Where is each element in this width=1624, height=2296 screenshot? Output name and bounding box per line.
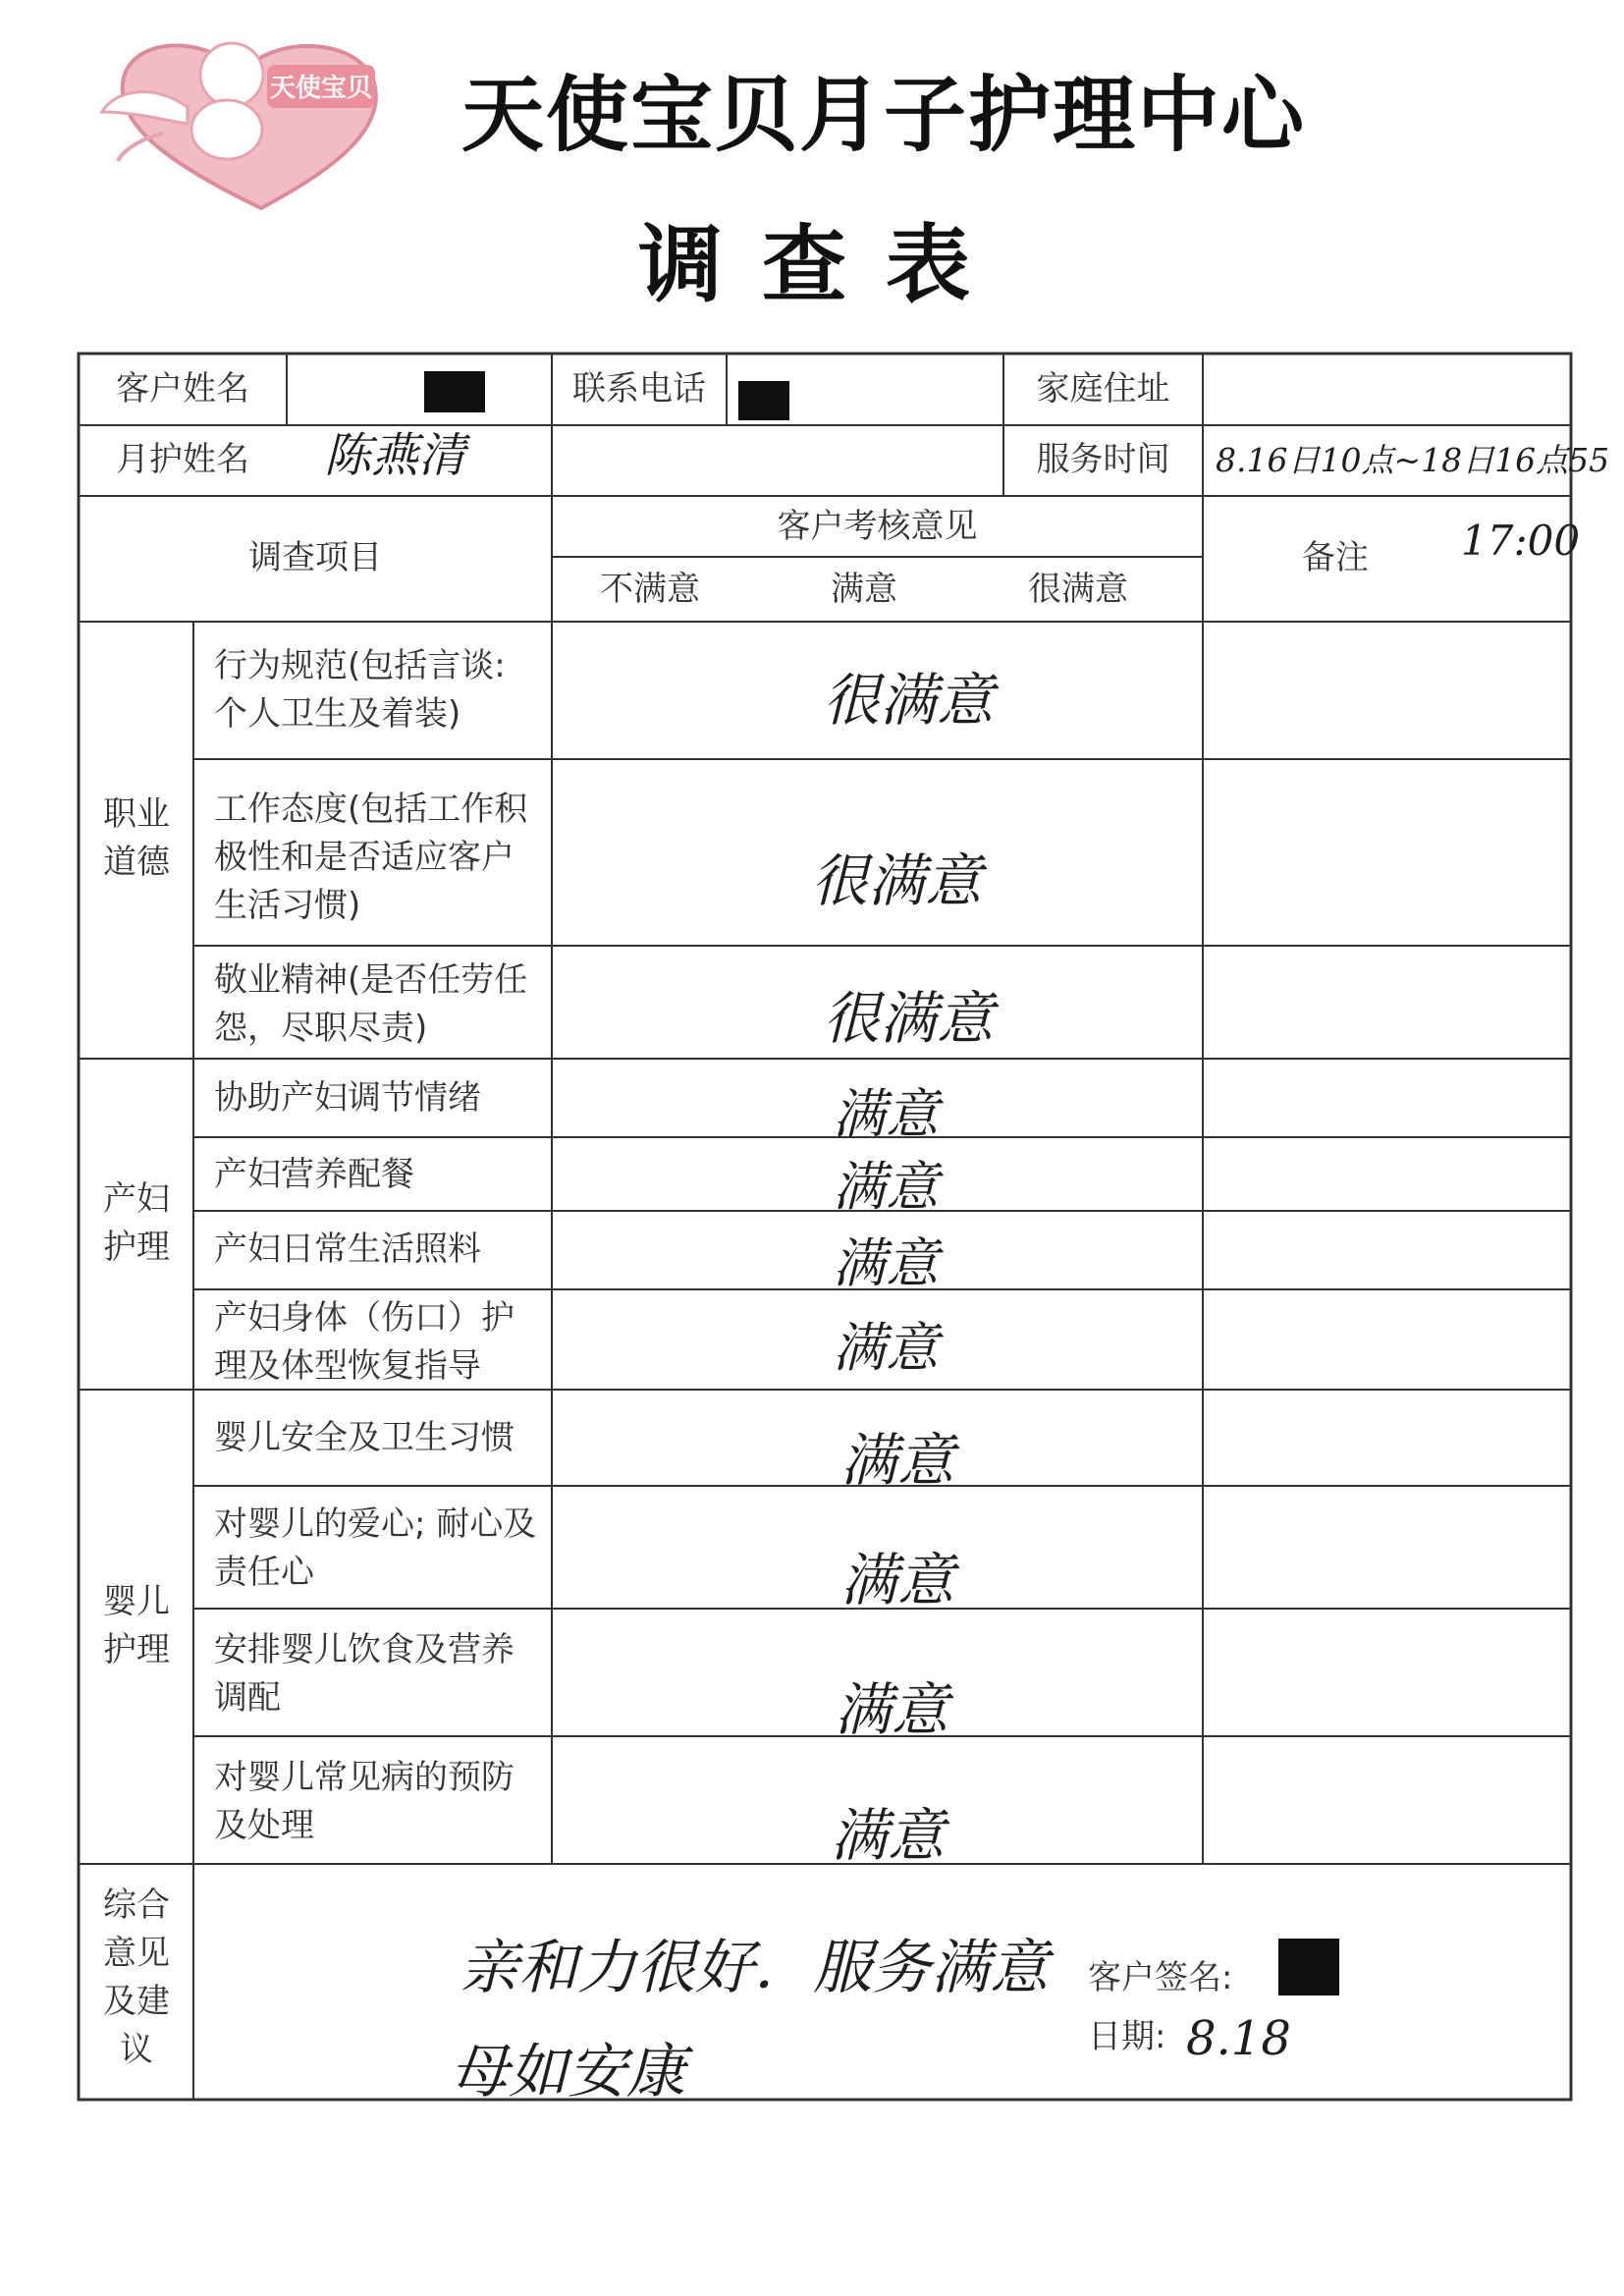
phone-label: 联系电话	[572, 369, 706, 409]
rating-infant-illness: 满意	[831, 1802, 946, 1869]
address-label: 家庭住址	[1036, 369, 1170, 409]
svg-text:天使宝贝: 天使宝贝	[269, 74, 373, 103]
rating-nutrition-meals: 满意	[833, 1156, 939, 1218]
rating-behavior-norms: 很满意	[823, 667, 995, 734]
dissatisfied-header: 不满意	[600, 570, 700, 609]
redacted-customer-name	[424, 371, 485, 412]
nurse-name-label: 月护姓名	[116, 440, 249, 479]
category-maternal-care: 产妇护理	[103, 1179, 170, 1267]
service-time-note: 17:00	[1461, 517, 1581, 565]
service-time-label: 服务时间	[1036, 440, 1170, 479]
item-daily-care: 产妇日常生活照料	[214, 1230, 481, 1269]
remarks-header: 备注	[1302, 538, 1369, 577]
redacted-phone	[738, 381, 789, 420]
rating-body-recovery: 满意	[833, 1317, 939, 1379]
item-work-attitude: 工作态度(包括工作积极性和是否适应客户生活习惯)	[214, 790, 528, 925]
customer-opinion-header: 客户考核意见	[777, 507, 978, 546]
date-value: 8.18	[1186, 2011, 1291, 2066]
rating-work-attitude: 很满意	[811, 847, 983, 914]
satisfied-header: 满意	[831, 570, 897, 609]
item-emotion-support: 协助产妇调节情绪	[214, 1078, 481, 1118]
date-label: 日期:	[1088, 2017, 1166, 2056]
very-satisfied-header: 很满意	[1028, 570, 1128, 609]
item-behavior-norms: 行为规范(包括言谈:个人卫生及着装)	[214, 646, 506, 734]
item-infant-illness: 对婴儿常见病的预防及处理	[214, 1758, 514, 1845]
nurse-name-value: 陈燕清	[324, 428, 466, 483]
item-nutrition-meals: 产妇营养配餐	[214, 1155, 414, 1194]
rating-infant-safety: 满意	[840, 1427, 955, 1494]
signature-label: 客户签名:	[1088, 1958, 1233, 1997]
item-infant-safety: 婴儿安全及卫生习惯	[214, 1418, 514, 1457]
rating-emotion-support: 满意	[833, 1083, 939, 1145]
summary-label: 综合意见及建议	[103, 1886, 170, 2069]
service-time-value: 8.16日10点~18日16点55	[1216, 441, 1610, 479]
summary-comment-line1: 亲和力很好．服务满意	[460, 1934, 1049, 2002]
survey-items-header: 调查项目	[248, 538, 382, 577]
rating-infant-diet: 满意	[835, 1676, 949, 1743]
item-infant-diet: 安排婴儿饮食及营养调配	[214, 1630, 514, 1718]
item-infant-patience: 对婴儿的爱心; 耐心及责任心	[214, 1504, 537, 1592]
rating-infant-patience: 满意	[840, 1547, 955, 1613]
category-infant-care: 婴儿护理	[103, 1582, 170, 1669]
item-body-recovery: 产妇身体（伤口）护理及体型恢复指导	[214, 1298, 514, 1386]
page-title: 天使宝贝月子护理中心	[461, 67, 1307, 163]
rating-daily-care: 满意	[833, 1232, 939, 1294]
form-subtitle: 调查表	[638, 216, 1009, 314]
summary-comment-line2: 母如安康	[450, 2038, 685, 2106]
rating-dedication: 很满意	[823, 985, 995, 1052]
category-professional-ethics: 职业道德	[103, 794, 170, 882]
customer-name-label: 客户姓名	[116, 369, 249, 409]
item-dedication: 敬业精神(是否任劳任怨，尽职尽责)	[214, 960, 528, 1048]
redacted-signature	[1278, 1939, 1339, 1995]
